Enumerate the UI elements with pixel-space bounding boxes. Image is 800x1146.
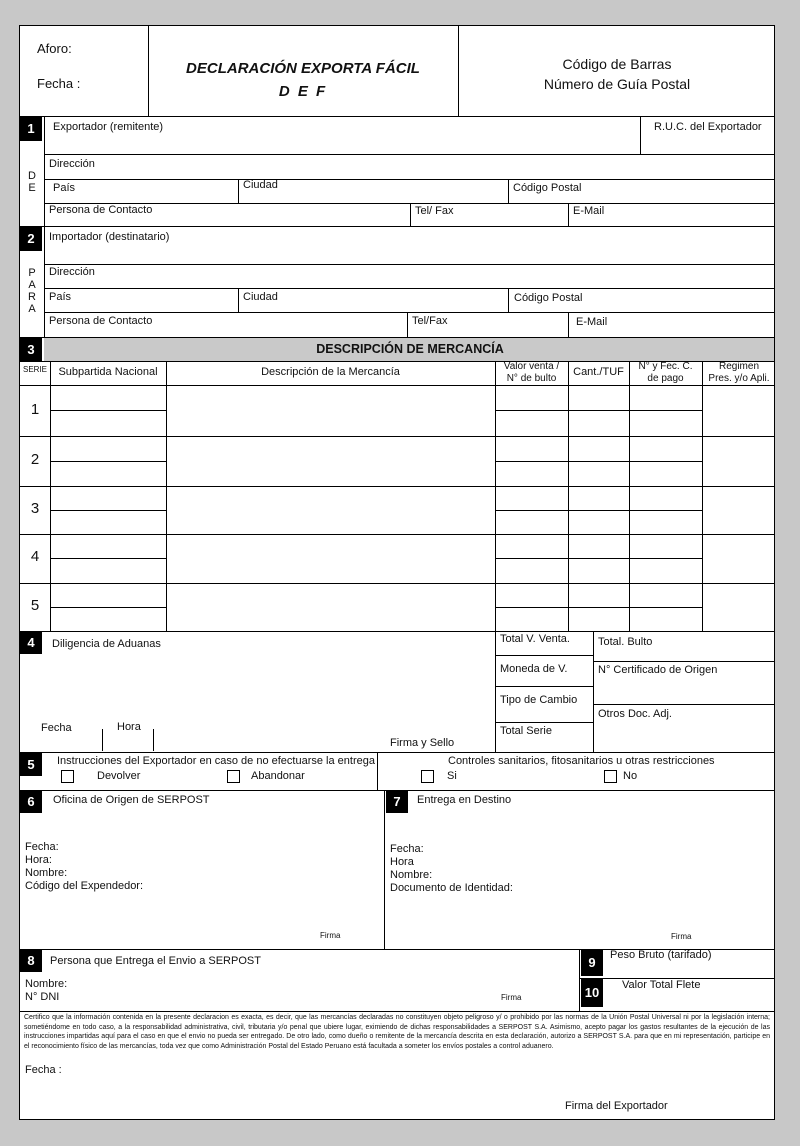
- row-number: 2: [30, 451, 40, 468]
- col-descripcion: Descripción de la Mercancía: [261, 366, 400, 378]
- email-label: E-Mail: [573, 205, 605, 217]
- address-label: Dirección: [49, 158, 95, 170]
- ruc-label: R.U.C. del Exportador: [654, 121, 762, 133]
- dest-date-label: Fecha:: [390, 843, 424, 855]
- total-bulk-label: Total. Bulto: [598, 636, 653, 648]
- telfax-label-2: Tel/Fax: [412, 315, 448, 327]
- section-2-number: 2: [20, 227, 42, 251]
- exporter-signature-label: Firma del Exportador: [565, 1100, 668, 1112]
- dest-signature-label: Firma: [671, 932, 692, 941]
- si-label: Si: [447, 770, 457, 782]
- importer-label: Importador (destinatario): [49, 231, 170, 243]
- row-number: 4: [30, 548, 40, 565]
- country-label-2: País: [49, 291, 72, 303]
- devolver-checkbox[interactable]: [61, 770, 74, 783]
- sender-dni-label: N° DNI: [25, 991, 60, 1003]
- col-cant: Cant./TUF: [573, 366, 624, 378]
- certification-text: Certifico que la información contenida en la presente declaracion es exacta, es decir, que las mercancías declaradas no constituyen objeto peligroso y/ o prohibido por las normas de la Unión Postal Universal ni por la legislación interna; sometiéndome en todo caso, a la responsabilidad administrativa, civil, tributaria y/o penal que ubiere lugar, eximiendo de dichas responsabilidades a SERPOST S.A. Asimismo, acepto pagar los gastos resultantes de la ejecución de las instrucciones impartidas aquí para el caso en que el envio no pueda ser entregado. De otro lado, como dueño o remitente de la mercancía descrita en esta declaración, autorizo a SERPOST S.A. para que en mi representación, participe en el reconocimiento físico de las mercancías, toda vez que como Administración Postal del Estado Peruano está facultada a someter los envíos postales a control aduanero.: [24, 1014, 770, 1050]
- section-3-number: 3: [20, 338, 42, 361]
- no-checkbox[interactable]: [604, 770, 617, 783]
- origin-time-label: Hora:: [25, 854, 52, 866]
- city-label-2: Ciudad: [243, 291, 278, 303]
- customs-time-label: Hora: [117, 721, 141, 733]
- freight-total-label: Valor Total Flete: [622, 979, 701, 991]
- aforo-label: Aforo:: [37, 41, 72, 56]
- telfax-label: Tel/ Fax: [415, 205, 454, 217]
- contact-label: Persona de Contacto: [49, 204, 153, 216]
- controls-label: Controles sanitarios, fitosanitarios u otras restricciones: [448, 755, 715, 767]
- col-serie: SERIE: [22, 365, 47, 374]
- customs-date-label: Fecha: [41, 722, 72, 734]
- row-number: 1: [30, 401, 40, 418]
- row-number: 3: [30, 500, 40, 517]
- de-side-label: D E: [28, 170, 36, 194]
- section-10-number: 10: [581, 979, 603, 1007]
- exporter-instructions-label: Instrucciones del Exportador en caso de no efectuarse la entrega: [57, 755, 375, 767]
- exchange-rate-label: Tipo de Cambio: [500, 694, 578, 706]
- gross-weight-label: Peso Bruto (tarifado): [610, 949, 712, 961]
- address-label-2: Dirección: [49, 266, 95, 278]
- col-fec-pago: N° y Fec. C. de pago: [638, 361, 693, 384]
- col-regimen: Regimen Pres. y/o Apli.: [708, 361, 770, 384]
- section-9-number: 9: [581, 950, 603, 976]
- origin-office-label: Oficina de Origen de SERPOST: [53, 794, 210, 806]
- exporter-label: Exportador (remitente): [53, 121, 164, 133]
- sender-signature-label: Firma: [501, 993, 522, 1002]
- total-series-label: Total Serie: [500, 725, 552, 737]
- section-6-number: 6: [20, 791, 42, 813]
- origin-certificate-label: N° Certificado de Origen: [598, 664, 718, 676]
- country-label: País: [53, 182, 76, 194]
- col-subpartida: Subpartida Nacional: [58, 366, 158, 378]
- fecha-header-label: Fecha :: [37, 76, 81, 91]
- contact-label-2: Persona de Contacto: [49, 315, 153, 327]
- signature-seal-label: Firma y Sello: [390, 737, 455, 749]
- origin-date-label: Fecha:: [25, 841, 59, 853]
- col-valor: Valor venta / N° de bulto: [503, 361, 560, 384]
- cert-date-label: Fecha :: [25, 1064, 62, 1076]
- abandonar-checkbox[interactable]: [227, 770, 240, 783]
- dest-time-label: Hora: [390, 856, 414, 868]
- form-title: DECLARACIÓN EXPORTA FÁCIL: [186, 60, 420, 77]
- origin-signature-label: Firma: [320, 931, 341, 940]
- destination-delivery-label: Entrega en Destino: [417, 794, 512, 806]
- id-document-label: Documento de Identidad:: [390, 882, 513, 894]
- origin-name-label: Nombre:: [25, 867, 68, 879]
- section-7-number: 7: [386, 791, 408, 813]
- section-1-number: 1: [20, 117, 42, 141]
- total-sale-label: Total V. Venta.: [500, 633, 570, 645]
- other-docs-label: Otros Doc. Adj.: [598, 708, 672, 720]
- section-5-number: 5: [20, 753, 42, 776]
- abandonar-label: Abandonar: [251, 770, 305, 782]
- postal-guide-label: Número de Guía Postal: [543, 76, 691, 92]
- postal-code-label-2: Código Postal: [514, 292, 583, 304]
- dispenser-code-label: Código del Expendedor:: [25, 880, 144, 892]
- devolver-label: Devolver: [97, 770, 141, 782]
- sender-name-label: Nombre:: [25, 978, 68, 990]
- sender-person-label: Persona que Entrega el Envio a SERPOST: [50, 955, 261, 967]
- section-4-number: 4: [20, 632, 42, 654]
- currency-label: Moneda de V.: [500, 663, 568, 675]
- postal-code-label: Código Postal: [513, 182, 582, 194]
- customs-diligence-label: Diligencia de Aduanas: [52, 638, 161, 650]
- no-label: No: [623, 770, 638, 782]
- barcode-label: Código de Barras: [562, 56, 672, 72]
- dest-name-label: Nombre:: [390, 869, 433, 881]
- email-label-2: E-Mail: [576, 316, 608, 328]
- si-checkbox[interactable]: [421, 770, 434, 783]
- export-declaration-form: [19, 25, 775, 1120]
- para-side-label: P A R A: [28, 267, 36, 315]
- merchandise-title: DESCRIPCIÓN DE MERCANCÍA: [316, 342, 504, 356]
- form-subtitle: D E F: [278, 83, 328, 100]
- row-number: 5: [30, 597, 40, 614]
- city-label: Ciudad: [243, 179, 278, 191]
- section-8-number: 8: [20, 950, 42, 972]
